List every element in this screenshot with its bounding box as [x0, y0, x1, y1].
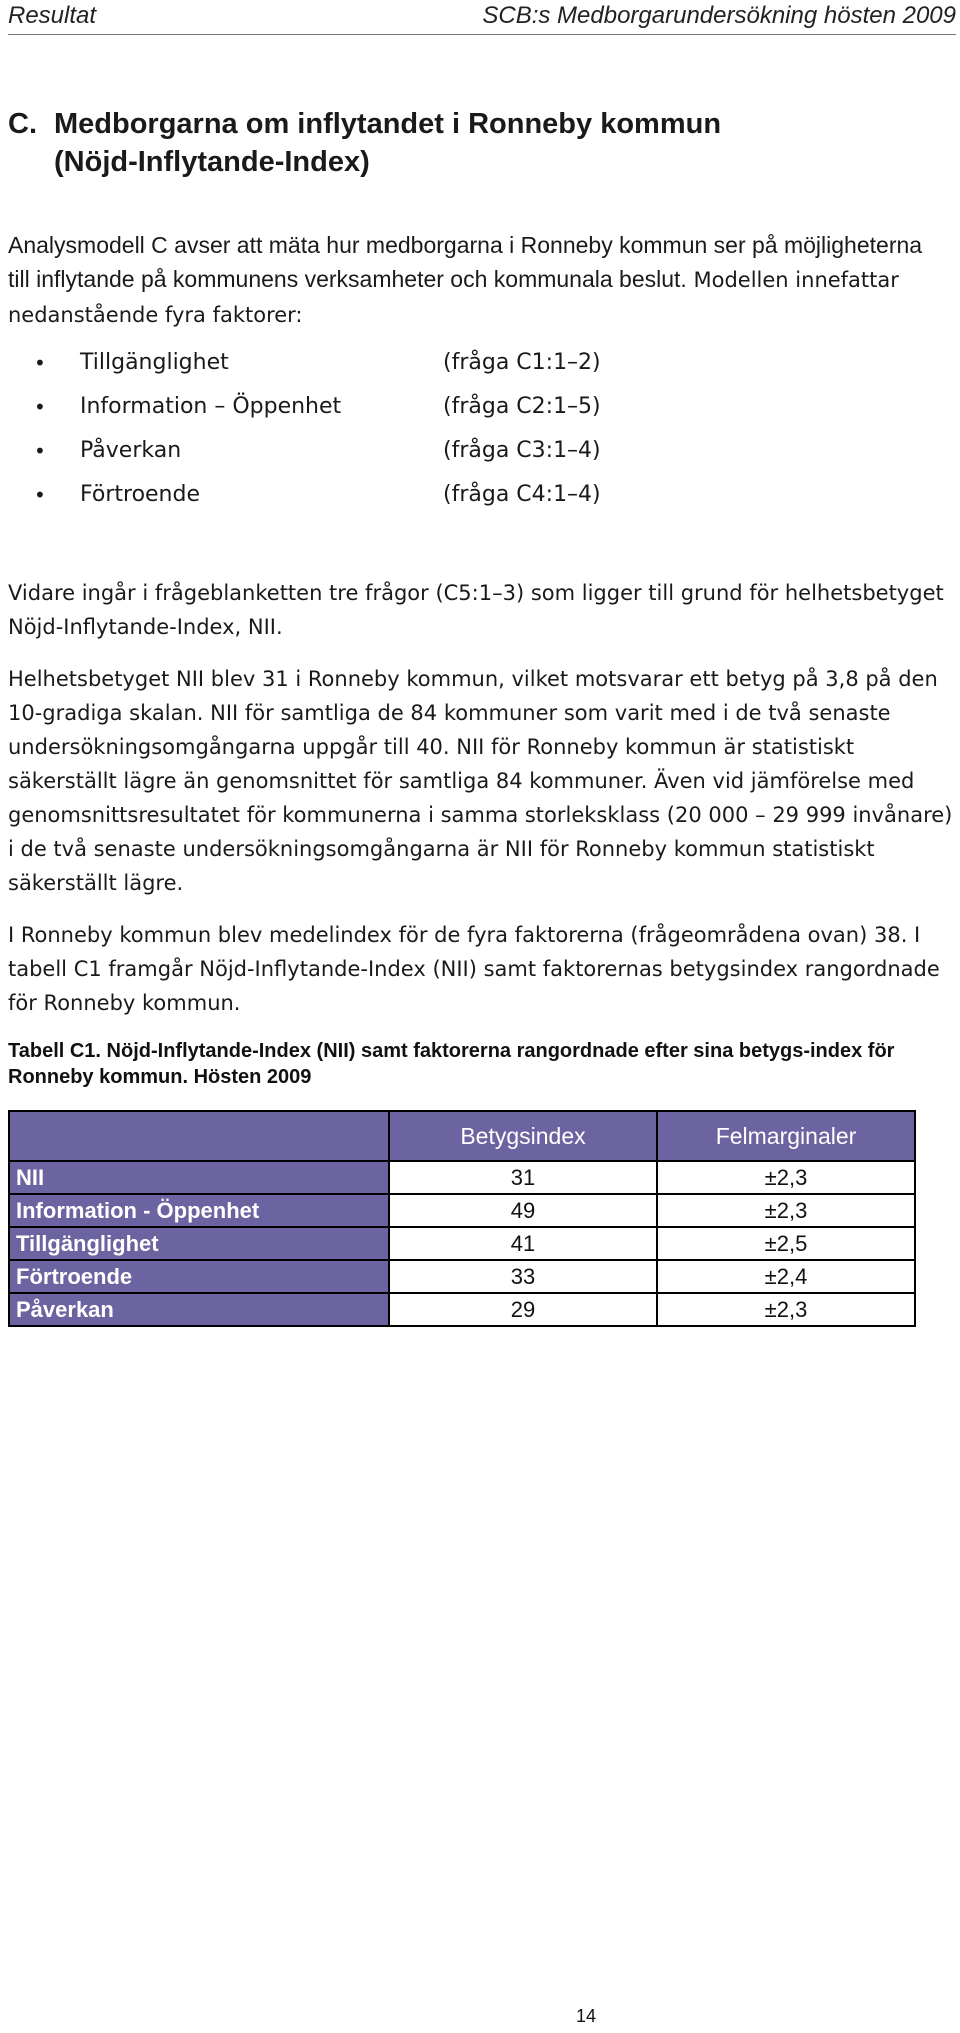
bullet-icon: •: [34, 439, 46, 463]
section-title-line1: Medborgarna om inflytandet i Ronneby kommun: [54, 108, 722, 140]
margin-value: ±2,3: [657, 1194, 915, 1227]
factor-name: Påverkan: [80, 438, 182, 463]
factor-question-ref: (fråga C2:1–5): [443, 394, 601, 419]
header-section-label: Resultat: [8, 2, 97, 29]
page-header: [8, 0, 956, 35]
factor-name: Förtroende: [80, 482, 201, 507]
section-title: [8, 105, 908, 181]
factor-list: [30, 350, 730, 526]
index-value: 31: [389, 1161, 657, 1194]
table-header-betygsindex: Betygsindex: [389, 1111, 657, 1161]
section-title-line2: (Nöjd-Inflytande-Index): [54, 146, 370, 178]
list-item: [30, 438, 730, 482]
header-report-title: SCB:s Medborgarundersökning hösten 2009: [482, 2, 956, 29]
factor-question-ref: (fråga C3:1–4): [443, 438, 601, 463]
table-row: [9, 1161, 915, 1194]
page-number: 14: [576, 2006, 597, 2026]
table-row: [9, 1194, 915, 1227]
bullet-icon: •: [34, 395, 46, 419]
row-label: Tillgänglighet: [9, 1227, 389, 1260]
factor-name: Tillgänglighet: [80, 350, 229, 375]
section-number: C.: [8, 108, 37, 140]
table-header-row: [9, 1111, 915, 1161]
table-header-corner: [9, 1111, 389, 1161]
intro-lead-text: Analysmodell C avser att mäta hur medborgarna i Ronneby kommun ser på möjligheterna till inflytande på kommunens verksamheter och kommunala beslut.: [8, 232, 923, 292]
margin-value: ±2,3: [657, 1293, 915, 1326]
bullet-icon: •: [34, 483, 46, 507]
index-value: 33: [389, 1260, 657, 1293]
index-value: 41: [389, 1227, 657, 1260]
factor-question-ref: (fråga C4:1–4): [443, 482, 601, 507]
list-item: [30, 394, 730, 438]
row-label: Förtroende: [9, 1260, 389, 1293]
paragraph-nii-result: Helhetsbetyget NII blev 31 i Ronneby kommun, vilket motsvarar ett betyg på 3,8 på den 10-gradiga skalan. NII för samtliga de 84 kommuner som varit med i de två senaste undersökningsomgångarna uppgår till 40. NII för Ronneby kommun är statistiskt säkerställt lägre än genomsnittet för samtliga 84 kommuner. Även vid jämförelse med genomsnittsresultatet för kommunerna i samma storleksklass (20 000 – 29 999 invånare) i de två senaste undersökningsomgångarna är NII för Ronneby kommun statistiskt säkerställt lägre.: [8, 667, 953, 895]
table-row: [9, 1227, 915, 1260]
margin-value: ±2,4: [657, 1260, 915, 1293]
margin-value: ±2,5: [657, 1227, 915, 1260]
paragraph-additional-questions: Vidare ingår i frågeblanketten tre frågor (C5:1–3) som ligger till grund för helhetsbetyget Nöjd-Inflytande-Index, NII.: [8, 581, 944, 639]
factor-question-ref: (fråga C1:1–2): [443, 350, 601, 375]
table-row: [9, 1260, 915, 1293]
factor-name: Information – Öppenhet: [80, 394, 342, 419]
intro-continuation-text: Modellen innefattar nedanstående fyra faktorer:: [8, 268, 899, 327]
row-label: NII: [9, 1161, 389, 1194]
index-value: 49: [389, 1194, 657, 1227]
list-item: [30, 350, 730, 394]
margin-value: ±2,3: [657, 1161, 915, 1194]
results-table: [8, 1110, 916, 1327]
index-value: 29: [389, 1293, 657, 1326]
bullet-icon: •: [34, 351, 46, 375]
list-item: [30, 482, 730, 526]
intro-paragraph: [8, 228, 938, 332]
row-label: Information - Öppenhet: [9, 1194, 389, 1227]
table-caption: Tabell C1. Nöjd-Inflytande-Index (NII) samt faktorerna rangordnade efter sina betygs-index för Ronneby kommun. Hösten 2009: [8, 1040, 895, 1088]
table-row: [9, 1293, 915, 1326]
paragraph-mean-index: I Ronneby kommun blev medelindex för de fyra faktorerna (frågeområdena ovan) 38. I tabell C1 framgår Nöjd-Inflytande-Index (NII) samt faktorernas betygsindex rangordnade för Ronneby kommun.: [8, 923, 940, 1015]
table-header-felmarginaler: Felmarginaler: [657, 1111, 915, 1161]
row-label: Påverkan: [9, 1293, 389, 1326]
